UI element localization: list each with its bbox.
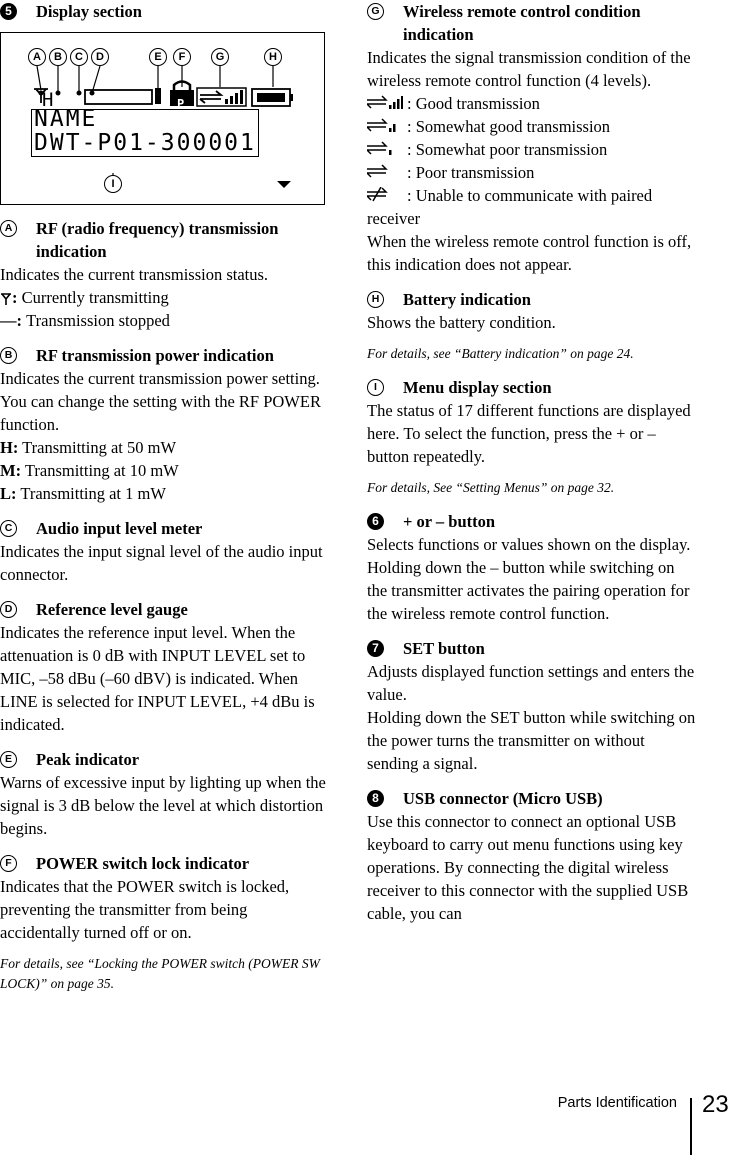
section-8-heading — [367, 787, 697, 810]
item-title: Audio input level meter — [36, 519, 203, 538]
callout-g: G — [211, 48, 229, 66]
item-c-heading — [0, 517, 328, 540]
item-letter: H — [367, 291, 384, 308]
signal-disabled-icon — [367, 187, 403, 203]
item-a-def-1 — [0, 286, 328, 309]
item-letter: C — [0, 520, 17, 537]
section-number-badge: 7 — [367, 640, 384, 657]
item-letter: I — [367, 379, 384, 396]
signal-1-bar-icon — [367, 141, 403, 157]
display-figure — [0, 32, 325, 205]
item-d-text: Indicates the reference input level. When the attenuation is 0 dB with INPUT LEVEL set to MIC, –58 dBu (–60 dBV) is indicated. When LINE is selected for INPUT LEVEL, +4 dBu is indicated. — [0, 623, 315, 734]
item-title: Battery indication — [403, 290, 531, 309]
item-letter: A — [0, 220, 17, 237]
item-title: Peak indicator — [36, 750, 140, 769]
section-number-badge: 6 — [367, 513, 384, 530]
item-e-heading — [0, 748, 328, 771]
section-7-heading — [367, 637, 697, 660]
item-b-heading — [0, 344, 328, 367]
section-title: USB connector (Micro USB) — [403, 789, 603, 808]
signal-2-bars-icon — [367, 118, 403, 134]
section-6-text-2: Holding down the – button while switching on the transmitter activates the pairing operation for the wireless remote control function. — [367, 558, 690, 623]
battery-icon — [252, 89, 293, 106]
item-h-heading — [367, 288, 697, 311]
lcd-line-2: DWT-P01-300001 — [34, 130, 256, 156]
def-value: Transmission stopped — [26, 311, 170, 330]
section-title: + or – button — [403, 512, 496, 531]
item-c-text: Indicates the input signal level of the audio input connector. — [0, 542, 323, 584]
item-h-text: Shows the battery condition. — [367, 313, 556, 332]
section-5-heading — [0, 0, 328, 23]
signal-level-text: : Unable to communicate with paired — [407, 186, 653, 205]
item-g-outro: When the wireless remote control function is off, this indication does not appear. — [367, 232, 692, 274]
signal-level-text: : Good transmission — [407, 94, 540, 113]
right-column — [367, 0, 697, 925]
level-meter-box — [85, 90, 152, 104]
item-title: POWER switch lock indicator — [36, 854, 250, 873]
item-title: RF transmission power indication — [36, 346, 274, 365]
item-title: Menu display section — [403, 378, 552, 397]
item-letter: E — [0, 751, 17, 768]
signal-level-poor — [367, 161, 697, 184]
item-i-text: The status of 17 different functions are displayed here. To select the function, press the + or – button repeatedly. — [367, 401, 691, 466]
def-value: Transmitting at 1 mW — [16, 484, 166, 503]
section-title: Display section — [36, 2, 142, 21]
item-b-def-2 — [0, 459, 328, 482]
def-key: L: — [0, 484, 17, 503]
page-footer — [0, 1090, 735, 1155]
item-title: Reference level gauge — [36, 600, 188, 619]
def-key: H: — [0, 438, 19, 457]
def-key: M: — [0, 461, 22, 480]
item-f-reference: For details, see “Locking the POWER switch (POWER SW LOCK)” on page 35. — [0, 956, 320, 991]
left-column — [0, 0, 328, 994]
signal-level-text: : Poor transmission — [407, 163, 535, 182]
item-b-def-3 — [0, 482, 328, 505]
item-letter: F — [0, 855, 17, 872]
callout-d: D — [91, 48, 109, 66]
def-value: Currently transmitting — [21, 288, 169, 307]
signal-level-unable — [367, 184, 697, 207]
lcd-line-1: NAME — [34, 106, 98, 132]
item-a-text: Indicates the current transmission status. — [0, 265, 269, 284]
wireless-signal-icon — [197, 88, 246, 106]
section-8-text: Use this connector to connect an optional USB keyboard to carry out menu functions using key operations. By connecting the digital wireless receiver to this connector with the supplied USB cable, you can — [367, 812, 689, 923]
item-h-reference: For details, see “Battery indication” on page 24. — [367, 346, 634, 361]
section-title: SET button — [403, 639, 485, 658]
section-number-badge: 8 — [367, 790, 384, 807]
item-g-heading — [367, 0, 697, 46]
item-g-intro: Indicates the signal transmission condition of the wireless remote control function (4 levels). — [367, 48, 691, 90]
def-key: —: — [0, 311, 27, 330]
section-6-heading — [367, 510, 697, 533]
dropdown-arrow-icon — [277, 181, 291, 188]
footer-divider — [690, 1098, 692, 1155]
item-i-heading — [367, 376, 697, 399]
item-title: Wireless remote control condition indication — [403, 2, 641, 44]
item-a-heading — [0, 217, 328, 263]
item-f-heading — [0, 852, 328, 875]
def-key: : — [12, 288, 22, 307]
page-number: 23 — [702, 1091, 729, 1118]
signal-level-text: : Somewhat poor transmission — [407, 140, 608, 159]
item-letter: G — [367, 3, 384, 20]
callout-a: A — [28, 48, 46, 66]
callout-f: F — [173, 48, 191, 66]
footer-section-title: Parts Identification — [557, 1095, 677, 1111]
item-f-text: Indicates that the POWER switch is locked, preventing the transmitter from being accidentally turned off or on. — [0, 877, 290, 942]
def-value: Transmitting at 50 mW — [18, 438, 177, 457]
item-b-def-1 — [0, 436, 328, 459]
def-value: Transmitting at 10 mW — [21, 461, 179, 480]
section-6-text-1: Selects functions or values shown on the display. — [367, 535, 691, 554]
signal-level-text: : Somewhat good transmission — [407, 117, 611, 136]
section-number-badge: 5 — [0, 3, 17, 20]
section-7-text-1: Adjusts displayed function settings and enters the value. — [367, 662, 695, 704]
section-7-text-2: Holding down the SET button while switching on the power turns the transmitter on without sending a signal. — [367, 708, 696, 773]
item-e-text: Warns of excessive input by lighting up when the signal is 3 dB below the level at which distortion begins. — [0, 773, 326, 838]
antenna-icon — [0, 292, 12, 306]
signal-level-good — [367, 92, 697, 115]
signal-level-somewhat-good — [367, 115, 697, 138]
callout-b: B — [49, 48, 67, 66]
item-letter: D — [0, 601, 17, 618]
item-a-def-2 — [0, 309, 328, 332]
item-b-text: Indicates the current transmission power setting. You can change the setting with the RF POWER function. — [0, 369, 321, 434]
item-d-heading — [0, 598, 328, 621]
item-i-reference: For details, See “Setting Menus” on page 32. — [367, 480, 615, 495]
lock-char: P — [177, 97, 187, 111]
item-letter: B — [0, 347, 17, 364]
callout-c: C — [70, 48, 88, 66]
item-g-receiver: receiver — [367, 209, 421, 228]
signal-level-somewhat-poor — [367, 138, 697, 161]
rf-power-char: H — [42, 89, 56, 111]
signal-4-bars-icon — [367, 95, 403, 111]
item-title: RF (radio frequency) transmission indication — [36, 219, 279, 261]
signal-0-bars-icon — [367, 164, 403, 180]
callout-h: H — [264, 48, 282, 66]
callout-i: I — [104, 175, 122, 193]
peak-indicator — [155, 88, 161, 104]
callout-e: E — [149, 48, 167, 66]
